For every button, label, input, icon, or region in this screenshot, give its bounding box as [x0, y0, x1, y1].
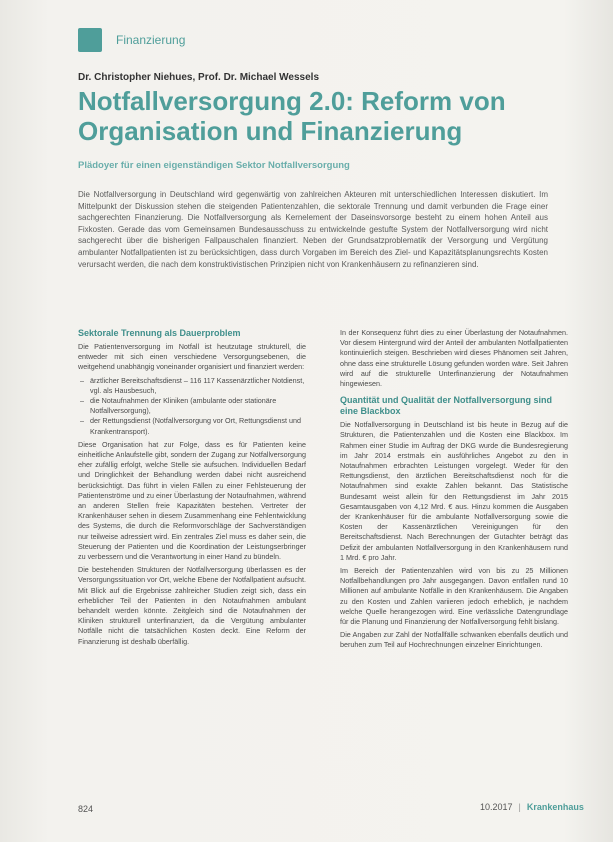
section-heading-sektorale-trennung: Sektorale Trennung als Dauerproblem — [78, 328, 241, 338]
body-paragraph: Im Bereich der Patientenzahlen wird von bis zu 25 Millionen Notfallbehandlungen pro Jahr ausgegangen. Davon entfallen rund 10 Millionen auf ambulante Notfälle in den Krankenhäusern. Die Angaben zu den Kosten und Zahlen variieren jedoch erheblich, je nachdem welche Quelle herangezogen wird. Eine verlässliche Datengrundlage für die Planung und Finanzierung der Notfallversorgung fehlt bislang. — [340, 566, 568, 627]
right-column — [340, 328, 568, 654]
page-number: 824 — [78, 804, 94, 814]
article-title: Notfallversorgung 2.0: Reform von Organisation und Finanzierung — [78, 86, 506, 146]
article-intro: Die Notfallversorgung in Deutschland wird gegenwärtig von zahlreichen Akteuren mit unterschiedlichen Interessen diskutiert. Im Mittelpunkt der Diskussion stehen die steigenden Patientenzahlen, die sektorale Trennung und damit verbunden die Frage einer sachgerechten Finanzierung. Die Notfallversorgung als Kernelement der Daseinsvorsorge besteht zu einem hohen Anteil aus Fixkosten. Gerade das vom Gemeinsamen Bundesausschuss zu entwickelnde gestufte System der Notfallversorgung wird nicht sachgerecht über die bisherigen Fallpauschalen finanziert. Neben der Grundsatzproblematik der Versorgung und Vergütung ambulanter Notfallpatienten ist zu berücksichtigen, dass durch Vorgaben im Bereich des Ziel- und Kapazitätsplanungsrechts Kosten verursacht werden, die nach dem konstruktivistischen Prinzipien nicht von Krankenhäusern zu refinanzieren sind. — [78, 190, 548, 269]
section-header — [78, 28, 185, 52]
issue-date: 10.2017 — [480, 802, 513, 812]
bullet-item: – die Notaufnahmen der Kliniken (ambulante oder stationäre Notfallversorgung), — [90, 396, 306, 416]
article-subtitle: Plädoyer für einen eigenständigen Sektor Notfallversorgung — [78, 160, 350, 171]
body-paragraph: Die Angaben zur Zahl der Notfallfälle schwanken ebenfalls deutlich und beruhen zum Teil auf Hochrechnungen einzelner Einrichtungen. — [340, 630, 568, 650]
section-heading-blackbox: Quantität und Qualität der Notfallversorgung sind eine Blackbox — [340, 395, 553, 417]
bullet-item: – der Rettungsdienst (Notfallversorgung vor Ort, Rettungsdienst und Krankentransport). — [90, 416, 306, 436]
journal-logo: Krankenhaus — [526, 802, 584, 812]
footer-brand — [480, 802, 584, 812]
body-paragraph: Die bestehenden Strukturen der Notfallversorgung überlassen es der Versorgungssituation vor Ort, welche Ebene der Notfallpatient aufsucht. Mit Blick auf die Ergebnisse zahlreicher Studien zeigt sich, dass ein erheblicher Teil der Patienten in den Notaufnahmen ambulant behandelt werden könnte. Zeitgleich sind die Notaufnahmen der Kliniken strukturell unterfinanziert, da die Vergütung ambulanter Notfälle nicht die tatsächlichen Kosten deckt. Eine Reform der Finanzierung ist deshalb überfällig. — [78, 565, 306, 646]
body-paragraph: Diese Organisation hat zur Folge, dass es für Patienten keine einheitliche Anlaufstelle gibt, sondern der Zugang zur Notfallversorgung eher zufällig erfolgt, welche Stelle sie aufsuchen. Individuellen Bedarf und Dringlichkeit der Behandlung werden dabei nicht ausreichend berücksichtigt. Das führt in vielen Fällen zu einer Fehlsteuerung der Patientenströme und zu einer Überlastung der Notaufnahmen, während an anderen Stellen freie Kapazitäten bestehen. Vertreter der Krankenhäuser sehen in diesem Zusammenhang eine Fehlentwicklung des Systems, die durch die Reformvorschläge der Sachverständigen nur teilweise adressiert wird. Ein zentrales Ziel muss es daher sein, die Steuerung der Patienten und die Koordination der Leistungserbringer zu verbessern und die Verantwortung in einer Hand zu bündeln. — [78, 439, 306, 562]
body-paragraph: Die Notfallversorgung in Deutschland ist bis heute in Bezug auf die Strukturen, die Patientenzahlen und die Kosten eine Blackbox. Im Rahmen einer Studie im Auftrag der DKG wurde die Bundesregierung im Jahr 2014 erstmals ein ausführliches Angebot zu den in Notaufnahmen erbrachten Leistungen vorgelegt. Weder für den Rettungsdienst, den ärztlichen Bereitschaftsdienst noch für die Notaufnahmen sind exakte Zahlen bekannt. Das Statistische Bundesamt weist allein für den Rettungsdienst im Jahr 2015 Gesamtausgaben von 4,12 Mrd. € aus. Hinzu kommen die Ausgaben der Krankenhäuser für die ambulante Notfallversorgung sowie die Kosten der Kassenärztlichen Vereinigungen für den Bereitschaftsdienst. Nach Berechnungen der Gutachter beträgt das Defizit der ambulanten Notfallversorgung in den Krankenhäusern rund 1 Mrd. € pro Jahr. — [340, 420, 568, 562]
bullet-list — [78, 376, 306, 437]
footer-separator: | — [518, 802, 521, 812]
bullet-item: – ärztlicher Bereitschaftsdienst – 116 117 Kassenärztlicher Notdienst, vgl. als Hausbesuch, — [90, 376, 306, 396]
body-paragraph: In der Konsequenz führt dies zu einer Überlastung der Notaufnahmen. Vor diesem Hintergrund wird der Anteil der ambulanten Notfallpatienten kontinuierlich steigen. Beschrieben wird dieses Phänomen seit Jahren, ohne dass eine strukturelle Lösung gefunden worden wäre. Seit Jahren wird auf die strukturelle Unterfinanzierung der Notaufnahmen hingewiesen. — [340, 328, 568, 389]
article-authors: Dr. Christopher Niehues, Prof. Dr. Michael Wessels — [78, 72, 320, 83]
body-paragraph: Die Patientenversorgung im Notfall ist heutzutage strukturell, die entweder mit sich einen verschiedene Versorgungsebenen, die weitgehend unabhängig voneinander organisiert und finanziert werden: — [78, 342, 306, 372]
left-column — [78, 328, 306, 650]
section-label: Finanzierung — [116, 33, 186, 47]
section-marker-icon — [78, 28, 102, 52]
